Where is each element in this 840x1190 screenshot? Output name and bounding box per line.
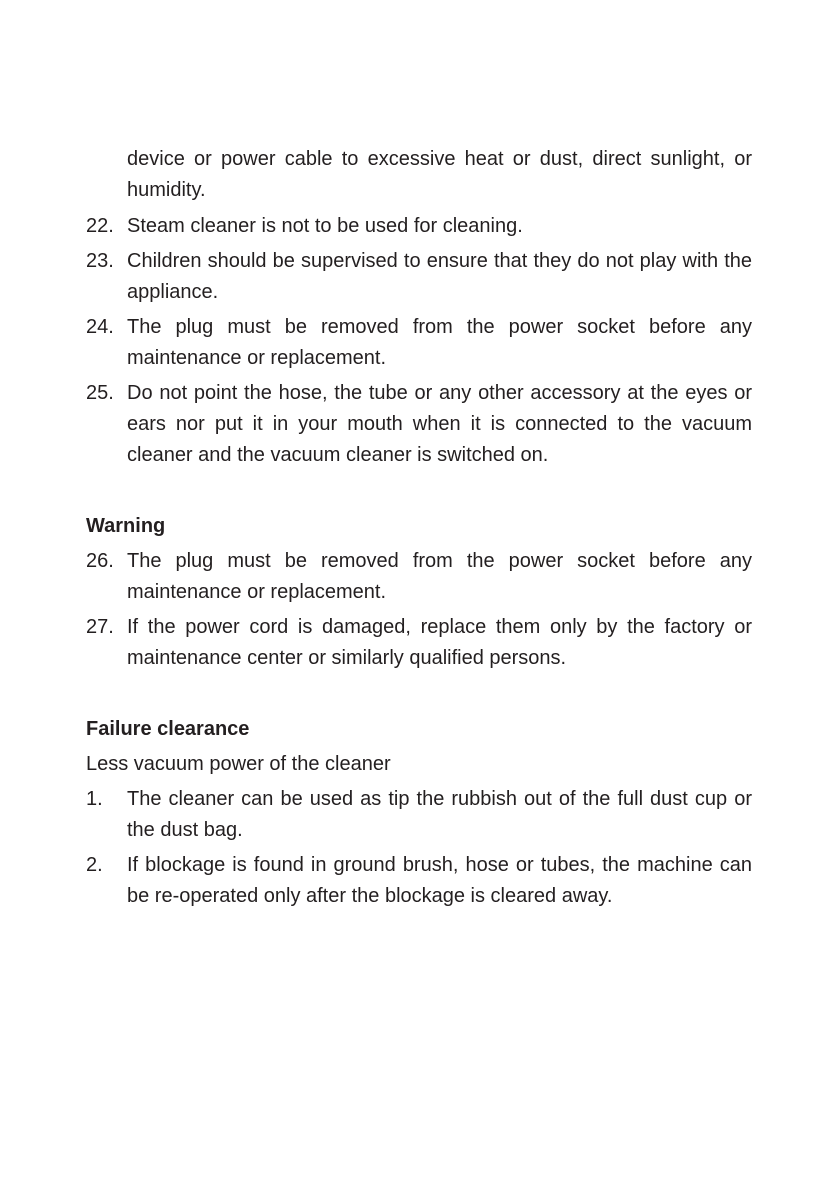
list-item-23 [86, 246, 752, 308]
list-item-text: Steam cleaner is not to be used for cleaning. [127, 215, 523, 237]
list-item-text: The plug must be removed from the power socket before any maintenance or replacement. [127, 550, 752, 603]
list-item-text: The cleaner can be used as tip the rubbish out of the full dust cup or the dust bag. [127, 788, 752, 841]
list-item-2 [86, 850, 752, 912]
warning-heading: Warning [86, 515, 166, 537]
list-item-number: 22. [86, 215, 114, 237]
list-item-number: 27. [86, 616, 114, 638]
page-content [86, 144, 752, 916]
list-item-24 [86, 312, 752, 374]
list-item-27 [86, 612, 752, 674]
failure-clearance-heading: Failure clearance [86, 718, 250, 740]
list-item-21-continuation: device or power cable to excessive heat or dust, direct sunlight, or humidity. [127, 148, 752, 201]
list-item-text: If blockage is found in ground brush, hose or tubes, the machine can be re-operated only after the blockage is cleared away. [127, 854, 752, 907]
list-item-1 [86, 784, 752, 846]
list-item-number: 2. [86, 854, 103, 876]
list-item-22 [86, 211, 752, 242]
list-item-number: 25. [86, 382, 114, 404]
list-item-26 [86, 546, 752, 608]
list-item-25 [86, 378, 752, 471]
list-item-text: The plug must be removed from the power socket before any maintenance or replacement. [127, 316, 752, 369]
list-item-number: 1. [86, 788, 103, 810]
list-item-number: 24. [86, 316, 114, 338]
failure-clearance-subheading: Less vacuum power of the cleaner [86, 753, 391, 775]
list-item-text: Do not point the hose, the tube or any other accessory at the eyes or ears nor put it in your mouth when it is connected to the vacuum cleaner and the vacuum cleaner is switched on. [127, 382, 752, 466]
list-item-text: If the power cord is damaged, replace them only by the factory or maintenance center or similarly qualified persons. [127, 616, 752, 669]
list-item-number: 26. [86, 550, 114, 572]
list-item-number: 23. [86, 250, 114, 272]
list-item-text: Children should be supervised to ensure that they do not play with the appliance. [127, 250, 752, 303]
